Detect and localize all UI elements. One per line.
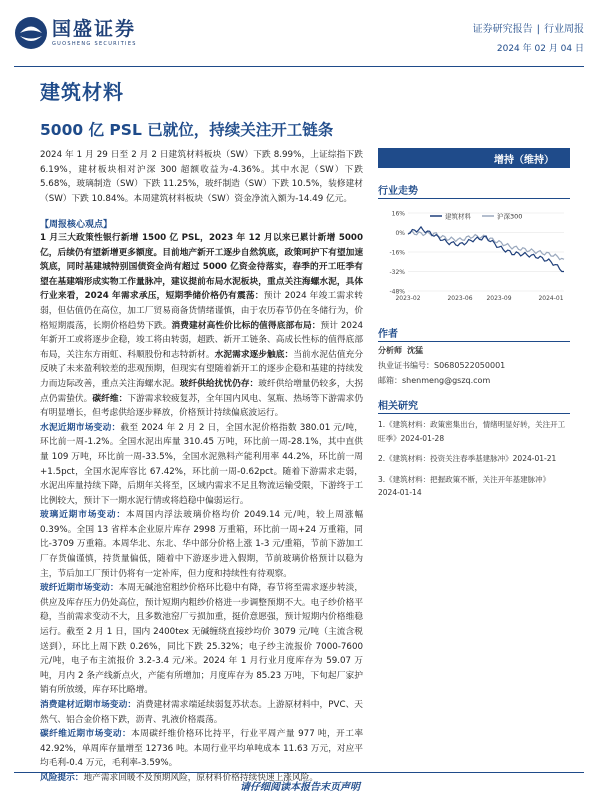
key-point-text-2: 预计 2024 年新开工或将逐步企稳，竣工将由转弱，超跌、新开工链条、高成长性标的值得底部布局，关注东方雨虹、科顺股份和志特新材。 [40,320,364,360]
cement-text: 截至 2024 年 2 月 2 日，全国水泥价格指数 380.01 元/吨，环比前一周-1.2%。全国水泥出库量 310.45 万吨，环比前一周-28.1%，其中直供量 109 万吨，环比前一周-33.5%，全国水泥熟料产能利用率 44.2%，环比前一周+1.5pct，全国水泥库容比 67.42%，环比前一周-0.62pct。随着下游需求走弱，水泥出库量持续下降，后期年关将至，区域内需求不足且物流运输受限，下游终于工比例较大，预计下一期水泥行情或将趋稳中偏弱运行。 [40,422,363,506]
risk-text: 地产需求回暖不及预期风险，原材料价格持续快速上涨风险。 [83,772,318,783]
related-title: 相关研究 [378,401,418,412]
y-tick-label: -16% [389,249,405,257]
y-tick-label: 16% [391,210,405,218]
rating-badge: 增持（维持） [378,148,570,168]
y-tick-label: -48% [389,288,405,296]
logo-name: 国盛证券 [52,17,137,40]
legend-label: 建筑材料 [445,212,471,221]
main-body [40,231,363,786]
report-headline: 5000 亿 PSL 已就位，持续关注开工链条 [40,121,334,139]
legend-label: 沪深300 [497,212,523,221]
key-point-bold-3: 水泥需求逐步触底： [214,349,294,360]
trend-chart [378,203,570,311]
report-meta [473,20,584,54]
carbon-fiber-text: 本周碳纤维价格环比持平，行业平周产量 977 吨，开工率 42.92%，单周库存量增至 12736 吨。本周行业平均单吨成本 11.63 万元，对应平均毛利-0.4 万元，毛利率-3.59%。 [40,729,364,769]
section-tag: 【周报核心观点】 [40,220,113,230]
key-point-text-3: 当前水泥估值充分反映了未来盈利较差的悲观预期，但现实有望随着新开工的逐步企稳和基建的持续发力而边际改善，重点关注海螺水泥。 [40,349,364,389]
glass-text: 本周国内浮法玻璃价格均价 2049.14 元/吨，较上周涨幅 0.39%。全国 13 省样本企业原片库存 2998 万重箱，环比前一周+24 万重箱，同比-3709 万重箱。本周华北、东北、华中部分价格上涨 1-3 元/重箱，节前下游加工厂存货偏谨慎，持货量偏低，随着中下游逐步进入假期，节前玻璃价格预计以稳为主，节后加工厂预计仍将有一定补库，但力度和持续性有待观察。 [40,510,364,579]
key-point-text-4: 玻纤供给增量仍较多，大拐点仍需蛰伏。 [40,378,364,404]
logo-emblem-icon [14,16,48,50]
author-title: 作者 [378,329,398,340]
report-type: 行业周报 [544,24,584,35]
logo-name-en: GUOSHENG SECURITIES [52,40,137,47]
x-tick-label: 2023-02 [395,295,421,302]
glass-label: 玻璃近期市场变动： [40,510,126,521]
key-point-text-5: 下游需求较疲复苏，全年国内风电、氢瓶、热场等下游需求仍有明显增长，但考虑供给逐步释放，价格预计持续偏底波运行。 [40,393,364,419]
category-separator: | [536,24,540,35]
x-tick-label: 2023-06 [447,295,473,302]
x-tick-label: 2024-01 [538,295,564,302]
header-divider [14,66,584,67]
footer-divider [14,772,584,773]
risk-label: 风险提示： [40,772,84,783]
trend-divider [378,198,570,199]
key-point-bold-4: 玻纤供给扰忧仍存： [179,378,259,389]
footer-disclaimer: 请仔细阅读本报告末页声明 [240,782,360,793]
industry-title: 建筑材料 [40,80,124,104]
report-category: 证券研究报告 [472,24,533,35]
author-divider [378,341,570,342]
related-divider [378,413,570,414]
y-tick-label: -32% [389,269,405,276]
consumer-materials-text: 消费建材需求端延续弱复苏状态。上游原材料中，PVC、天然气、铝合金价格下跌，沥青、乳液价格震荡。 [40,700,363,725]
key-point-bold-5: 碳纤维： [92,393,128,404]
fiberglass-text: 本周无碱池窑粗纱价格环比稳中有降，春节将至需求逐步转淡，供应及库存压力仍处高位，预计短期内粗纱价格进一步调整预期不大。电子纱价格平稳，当前需求变动不大，且多数池窑厂亏损加重，挺价意愿强，预计短期内价格维稳运行。截至 2 月 1 日，国内 2400tex 无碱缠绕直接纱均价 3079 元/吨（主流含税送到），环比上周下跌 0.26%，同比下跌 25.32%；电子纱主流报价 7000-7600 元/吨，电子布主流报价 3.2-3.4 元/米。2024 年 1 月行业月度库存为 59.07 万吨，月内 2 条产线新点火，产能有所增加；月度库存为 85.23 万吨，下旬起厂家护销有所放缓，库存环比略增。 [40,583,364,696]
analyst-email[interactable]: shenmeng@gszq.com [402,376,491,385]
cert-label: 执业证书编号： [378,361,434,370]
email-label: 邮箱： [378,376,402,385]
analyst-label: 分析师 [378,346,402,355]
analyst-name: 沈猛 [407,346,424,355]
cert-number: S0680522050001 [434,361,506,370]
fiberglass-label: 玻纤近期市场变动： [40,583,119,594]
consumer-materials-label: 消费建材近期市场变动： [40,700,137,710]
series-line-building-materials [408,227,564,272]
intro-paragraph: 2024 年 1 月 29 日至 2 月 2 日建筑材料板块（SW）下跌 8.99%，上证综指下跌 6.19%，建材板块相对沪深 300 超额收益为-4.36%。其中水泥（SW）下跌 5.68%，玻璃制造（SW）下跌 11.25%，玻纤制造（SW）下跌 10.5%，装修建材（SW）下跌 10.84%。本周建筑材料板块（SW）资金净流入额为-14.49 亿元。 [40,150,363,204]
report-date: 2024 年 02 月 04 日 [496,44,584,54]
related-report-item[interactable]: 3.《建筑材料：把握政策不断，关注开年基建脉冲》2024-01-14 [378,474,551,497]
related-report-item[interactable]: 1.《建筑材料：政策密集出台，情绪明显好转，关注开工旺季》2024-01-28 [378,420,566,443]
analyst-block [378,343,505,388]
x-tick-label: 2023-09 [486,295,512,302]
y-tick-label: 0% [395,230,405,237]
key-point-text: 预计 2024 年竣工需求转弱，但估值仍在高位，加工厂贸易商备货情绪谨慎，由于农历春节仍在冬储行为，价格短期震荡，长期价格趋势下跌。 [40,291,363,331]
carbon-fiber-label: 碳纤维近期市场变动： [40,729,132,740]
key-point-bold: 1 月三大政策性银行新增 1500 亿 PSL，2023 年 12 月以来已累计新增 5000 亿，后续仍有望新增更多额度。目前地产新开工逐步自然筑底，政策呵护下有望加速筑底，同时基建城特别国债资金尚有超过 5000 亿资金待落实，春季的开工旺季有望在基建端形成实物工作量脉冲，建议提前布局水泥板块，重点关注海螺水泥，具体行业来看，2024 年需求承压，短期季储价格仍有震荡： [40,233,363,302]
key-point-bold-2: 消费建材高性价比标的值得底部布局： [171,320,321,331]
cement-label: 水泥近期市场变动： [40,422,121,433]
related-report-item[interactable]: 2.《建筑材料：投资关注春季基建脉冲》2024-01-21 [378,454,557,463]
related-reports [378,418,570,507]
logo [14,16,137,50]
trend-title: 行业走势 [378,186,418,197]
